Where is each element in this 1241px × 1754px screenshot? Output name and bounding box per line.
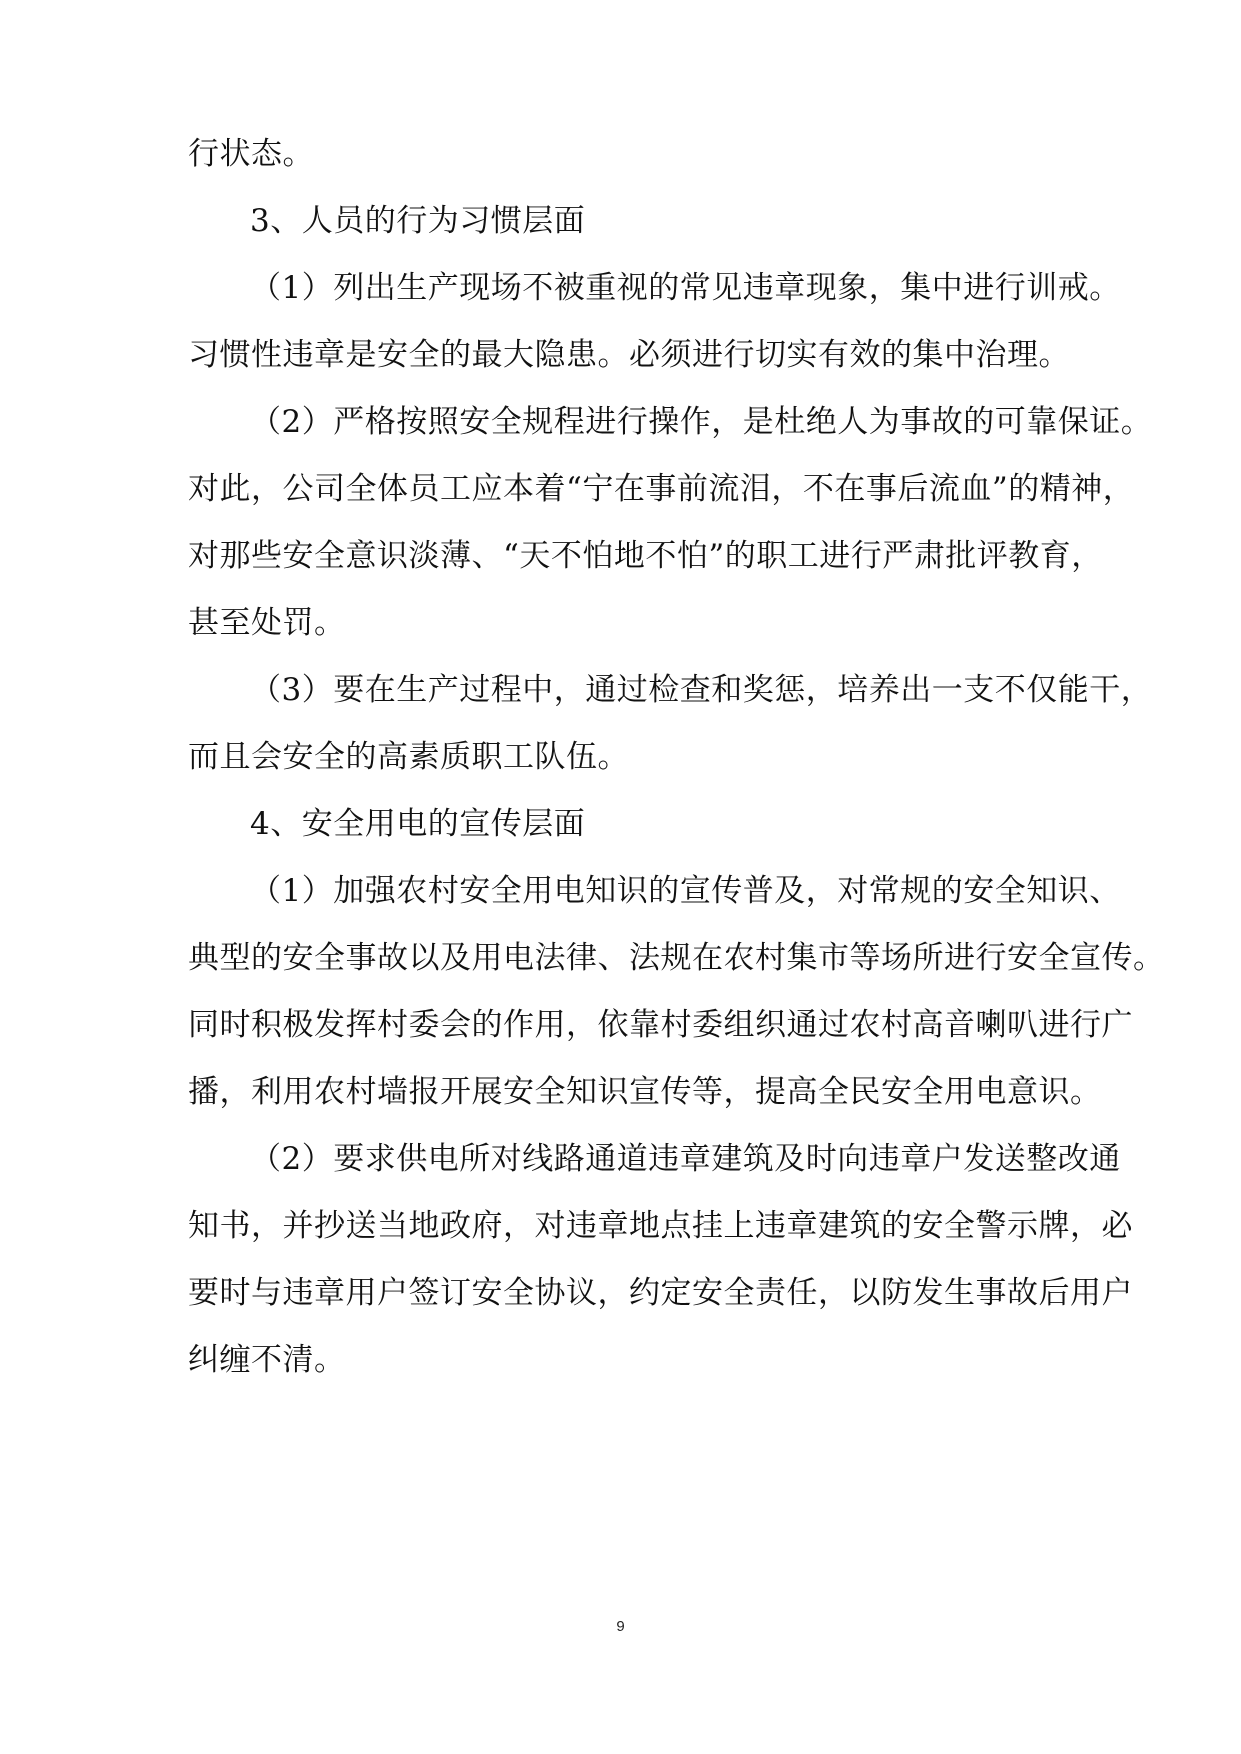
section-heading: 3、人员的行为习惯层面 — [250, 203, 586, 239]
text-line: 而且会安全的高素质职工队伍。 — [188, 739, 629, 775]
text-line: 甚至处罚。 — [188, 605, 346, 641]
text-line: （3）要在生产过程中，通过检查和奖惩，培养出一支不仅能干， — [250, 672, 1153, 708]
text-line: （1）加强农村安全用电知识的宣传普及，对常规的安全知识、 — [250, 873, 1121, 909]
text-line: 同时积极发挥村委会的作用，依靠村委组织通过农村高音喇叭进行广 — [188, 1007, 1133, 1043]
text-line: （2）要求供电所对线路通道违章建筑及时向违章户发送整改通 — [250, 1141, 1121, 1177]
text-line: 典型的安全事故以及用电法律、法规在农村集市等场所进行安全宣传。 — [188, 940, 1165, 976]
text-line: 知书，并抄送当地政府，对违章地点挂上违章建筑的安全警示牌，必 — [188, 1208, 1133, 1244]
text-line: 行状态。 — [188, 136, 314, 172]
text-line: 播，利用农村墙报开展安全知识宣传等，提高全民安全用电意识。 — [188, 1074, 1102, 1110]
text-line: 对那些安全意识淡薄、“天不怕地不怕”的职工进行严肃批评教育， — [188, 538, 1103, 574]
page-number: 9 — [616, 1618, 625, 1635]
text-line: 要时与违章用户签订安全协议，约定安全责任，以防发生事故后用户 — [188, 1275, 1133, 1311]
text-line: （2）严格按照安全规程进行操作，是杜绝人为事故的可靠保证。 — [250, 404, 1153, 440]
text-line: 习惯性违章是安全的最大隐患。必须进行切实有效的集中治理。 — [188, 337, 1070, 373]
section-heading: 4、安全用电的宣传层面 — [250, 806, 586, 842]
text-line: （1）列出生产现场不被重视的常见违章现象，集中进行训戒。 — [250, 270, 1121, 306]
text-line: 对此，公司全体员工应本着“宁在事前流泪，不在事后流血”的精神， — [188, 471, 1135, 507]
text-line: 纠缠不清。 — [188, 1342, 346, 1378]
